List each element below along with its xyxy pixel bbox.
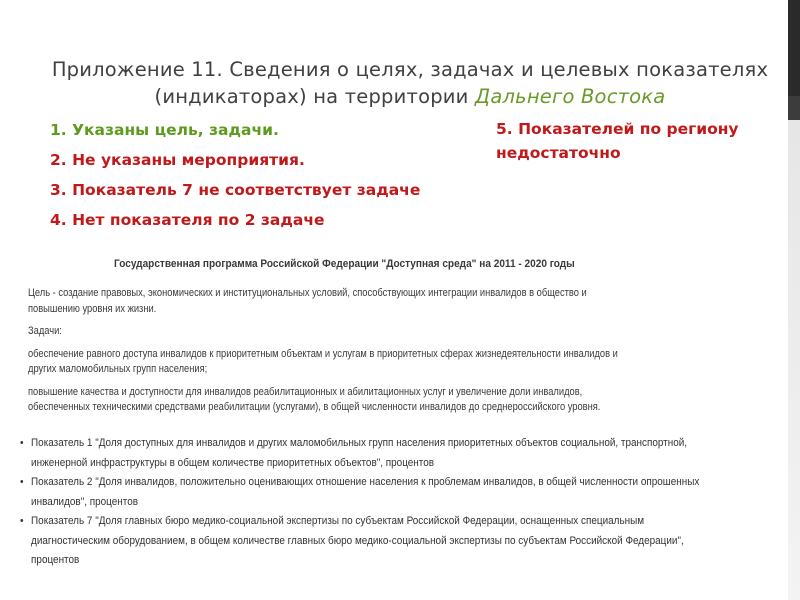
slide-title [40, 56, 780, 110]
findings-list [50, 118, 470, 238]
bullet-icon: • [20, 437, 24, 449]
indicator-text: инвалидов", процентов [31, 495, 139, 508]
finding-item: 3. Показатель 7 не соответствует задаче [50, 181, 421, 199]
indicator-text: Показатель 1 "Доля доступных для инвалидов и других маломобильных групп населения приоритетных объектов социальной, транспортной, [31, 437, 688, 449]
indicator-text: инженерной инфраструктуры в общем количестве приоритетных объектов", процентов [31, 456, 435, 469]
indicator-item [20, 473, 772, 512]
program-title: Государственная программа Российской Федерации "Доступная среда" на 2011 - 2020 годы [114, 258, 575, 270]
indicator-item [20, 512, 772, 571]
program-excerpt [24, 258, 780, 416]
slide-title-main: Приложение 11. Сведения о целях, задачах и целевых показателях (индикаторах) на территории [51, 58, 769, 108]
program-body [28, 286, 626, 416]
region-note: 5. Показателей по региону недостаточно [496, 120, 739, 162]
finding-item: 2. Не указаны мероприятия. [50, 151, 305, 169]
indicator-list [20, 434, 790, 571]
slide-title-accent: Дальнего Востока [474, 85, 666, 108]
bullet-icon: • [20, 476, 24, 488]
indicator-item [20, 434, 772, 473]
goal-text: Цель - создание правовых, экономических и институциональных условий, способствующих интеграции инвалидов в общество и [28, 287, 587, 299]
indicator-text: Показатель 2 "Доля инвалидов, положительно оценивающих отношение населения к проблемам инвалидов, в общей численности опрошенных [31, 476, 700, 488]
finding-item: 1. Указаны цель, задачи. [50, 121, 279, 139]
task-text: повышение качества и доступности для инвалидов реабилитационных и абилитационных услуг и увеличение доли инвалидов, [28, 385, 583, 398]
indicator-text: процентов [31, 554, 80, 566]
task-text: других маломобильных групп населения; [28, 363, 208, 375]
finding-item: 4. Нет показателя по 2 задаче [50, 211, 325, 229]
indicator-text: диагностическим оборудованием, в общем количестве главных бюро медико-социальной экспертизы по субъектам Российской Федерации", [31, 534, 684, 547]
goal-text: повышению уровня их жизни. [28, 302, 157, 315]
tasks-label: Задачи: [28, 325, 62, 337]
task-text: обеспечение равного доступа инвалидов к приоритетным объектам и услугам в приоритетных сферах жизнедеятельности инвалидов и [28, 347, 618, 360]
bullet-icon: • [20, 515, 24, 527]
indicator-text: Показатель 7 "Доля главных бюро медико-социальной экспертизы по субъектам Российской Федерации, оснащенных специальным [31, 515, 645, 527]
task-text: обеспеченных техническими средствами реабилитации (услугами), в общей численности инвалидов до среднероссийского уровня. [28, 401, 601, 413]
